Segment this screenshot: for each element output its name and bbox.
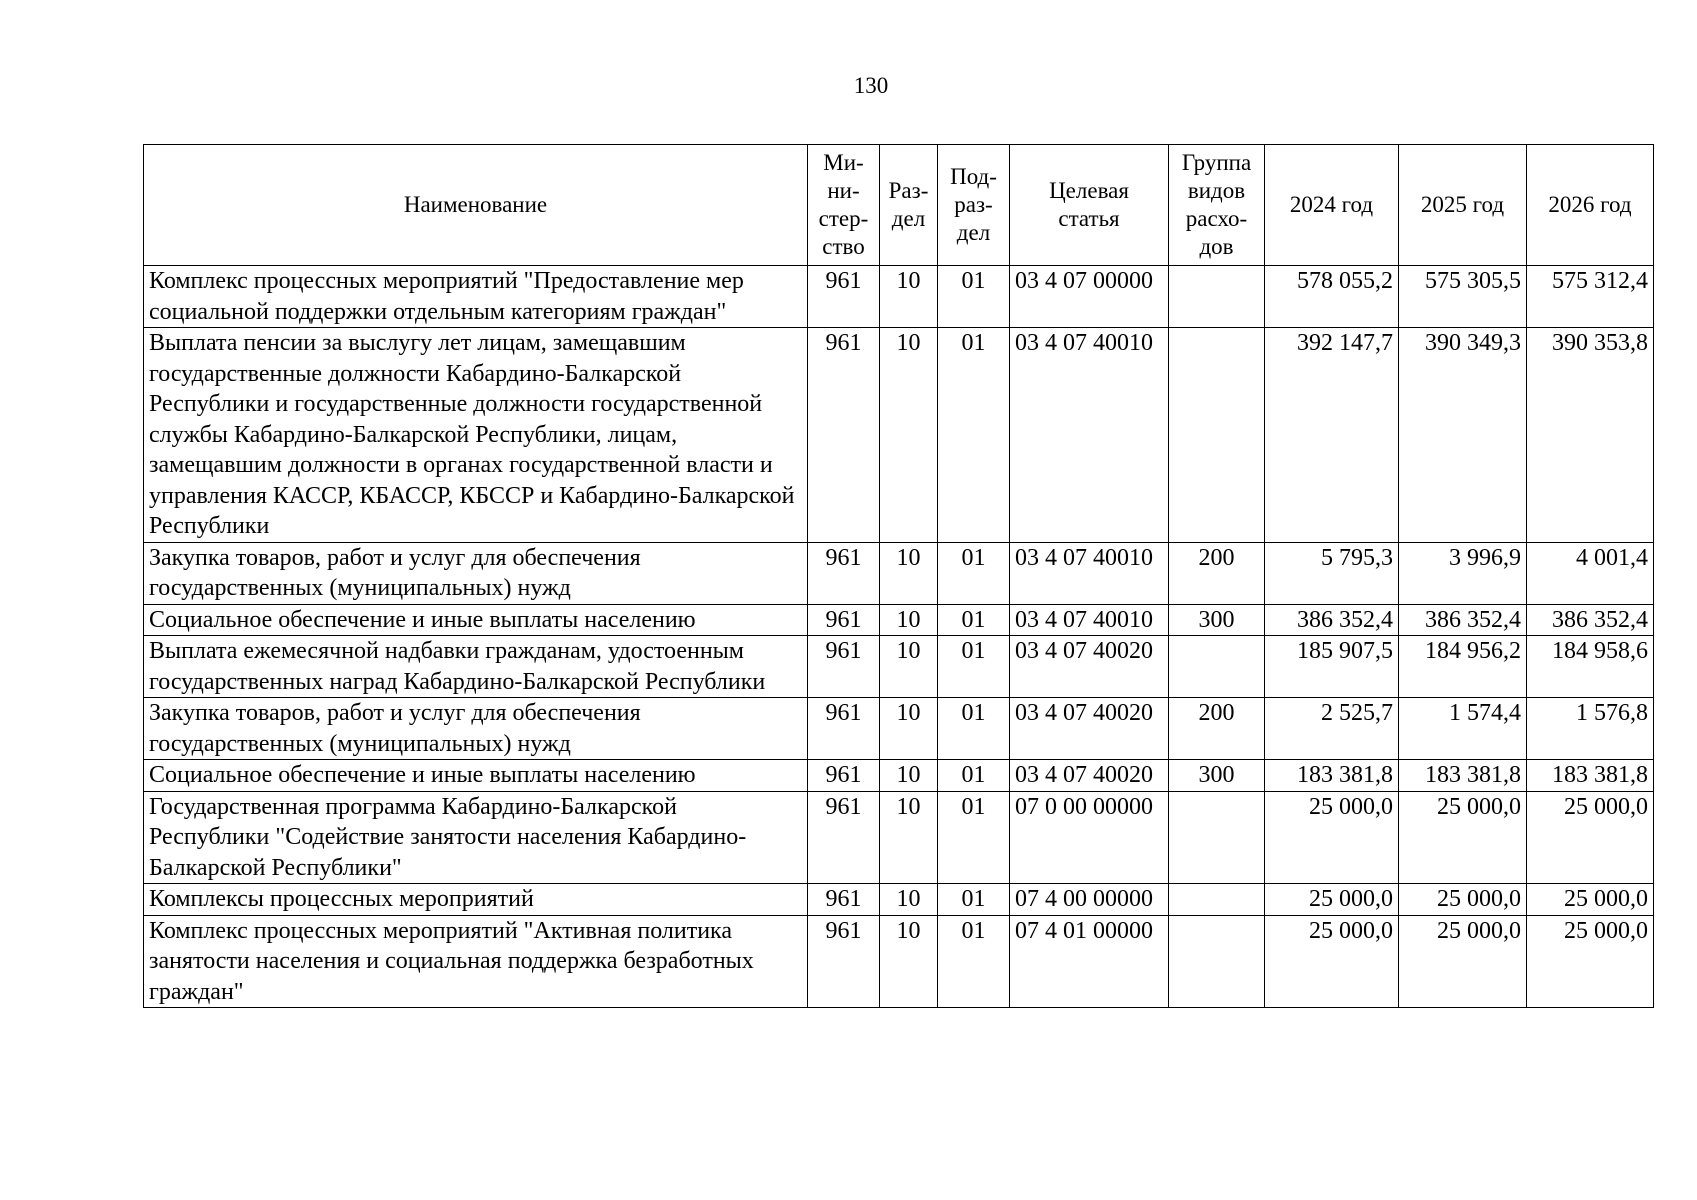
table-row: [144, 542, 1654, 604]
cell-2025: 575 305,5: [1399, 266, 1527, 328]
table-row: [144, 636, 1654, 698]
cell-ministry: 961: [808, 636, 880, 698]
header-year-2024: 2024 год: [1265, 145, 1399, 266]
cell-name: Закупка товаров, работ и услуг для обеспечения государственных (муниципальных) нужд: [144, 542, 808, 604]
table-row: [144, 760, 1654, 792]
cell-section: 10: [880, 266, 938, 328]
cell-section: 10: [880, 604, 938, 636]
cell-section: 10: [880, 791, 938, 884]
cell-subsection: 01: [938, 760, 1010, 792]
cell-subsection: 01: [938, 884, 1010, 916]
cell-2026: 575 312,4: [1527, 266, 1654, 328]
cell-2025: 390 349,3: [1399, 328, 1527, 543]
cell-2026: 4 001,4: [1527, 542, 1654, 604]
cell-2024: 25 000,0: [1265, 791, 1399, 884]
table-row: [144, 791, 1654, 884]
cell-subsection: 01: [938, 698, 1010, 760]
cell-name: Выплата пенсии за выслугу лет лицам, замещавшим государственные должности Кабардино-Балкарской Республики и государственные должности государственной службы Кабардино-Балкарской Республики, лицам, замещавшим должности в органах государственной власти и управления КАССР, КБАССР, КБССР и Кабардино-Балкарской Республики: [144, 328, 808, 543]
cell-2024: 183 381,8: [1265, 760, 1399, 792]
cell-name: Комплексы процессных мероприятий: [144, 884, 808, 916]
cell-ministry: 961: [808, 542, 880, 604]
header-target-line: Целевая: [1049, 178, 1129, 203]
cell-target: 07 0 00 00000: [1010, 791, 1169, 884]
cell-2025: 386 352,4: [1399, 604, 1527, 636]
cell-subsection: 01: [938, 328, 1010, 543]
cell-target: 03 4 07 40020: [1010, 636, 1169, 698]
cell-2024: 5 795,3: [1265, 542, 1399, 604]
header-row: [144, 145, 1654, 266]
cell-2024: 25 000,0: [1265, 884, 1399, 916]
header-ministry-line: ни-: [827, 178, 860, 203]
cell-2025: 3 996,9: [1399, 542, 1527, 604]
cell-2024: 185 907,5: [1265, 636, 1399, 698]
cell-group: 200: [1169, 542, 1265, 604]
budget-table: [143, 144, 1654, 1008]
cell-target: 07 4 00 00000: [1010, 884, 1169, 916]
table-row: [144, 884, 1654, 916]
cell-2025: 184 956,2: [1399, 636, 1527, 698]
table-body: [144, 266, 1654, 1008]
header-name: Наименование: [144, 145, 808, 266]
cell-group: 200: [1169, 698, 1265, 760]
cell-2025: 25 000,0: [1399, 884, 1527, 916]
cell-2024: 25 000,0: [1265, 915, 1399, 1008]
header-subsection: [938, 145, 1010, 266]
cell-section: 10: [880, 636, 938, 698]
header-section-line: Раз-: [888, 178, 929, 203]
cell-group: [1169, 636, 1265, 698]
header-group-line: видов: [1187, 178, 1246, 203]
cell-2026: 386 352,4: [1527, 604, 1654, 636]
cell-name: Социальное обеспечение и иные выплаты населению: [144, 604, 808, 636]
header-ministry-line: Ми-: [823, 150, 864, 175]
cell-group: [1169, 791, 1265, 884]
cell-group: [1169, 915, 1265, 1008]
header-target-line: статья: [1058, 206, 1120, 231]
cell-ministry: 961: [808, 604, 880, 636]
cell-subsection: 01: [938, 604, 1010, 636]
page-number: 130: [853, 73, 889, 98]
cell-name: Комплекс процессных мероприятий "Предоставление мер социальной поддержки отдельным категориям граждан": [144, 266, 808, 328]
cell-target: 03 4 07 00000: [1010, 266, 1169, 328]
cell-section: 10: [880, 542, 938, 604]
cell-ministry: 961: [808, 791, 880, 884]
table-row: [144, 266, 1654, 328]
cell-2026: 25 000,0: [1527, 791, 1654, 884]
cell-2024: 392 147,7: [1265, 328, 1399, 543]
cell-2026: 390 353,8: [1527, 328, 1654, 543]
cell-name: Выплата ежемесячной надбавки гражданам, удостоенным государственных наград Кабардино-Балкарской Республики: [144, 636, 808, 698]
cell-2026: 184 958,6: [1527, 636, 1654, 698]
header-section: [880, 145, 938, 266]
cell-group: [1169, 266, 1265, 328]
cell-section: 10: [880, 884, 938, 916]
header-year-2025: 2025 год: [1399, 145, 1527, 266]
table-row: [144, 698, 1654, 760]
cell-ministry: 961: [808, 698, 880, 760]
cell-2025: 183 381,8: [1399, 760, 1527, 792]
header-subsection-line: Под-: [950, 164, 997, 189]
cell-section: 10: [880, 698, 938, 760]
cell-name: Социальное обеспечение и иные выплаты населению: [144, 760, 808, 792]
header-year-2026: 2026 год: [1527, 145, 1654, 266]
cell-subsection: 01: [938, 266, 1010, 328]
cell-2025: 25 000,0: [1399, 915, 1527, 1008]
cell-target: 03 4 07 40010: [1010, 542, 1169, 604]
cell-section: 10: [880, 760, 938, 792]
cell-target: 03 4 07 40010: [1010, 328, 1169, 543]
cell-group: 300: [1169, 760, 1265, 792]
cell-subsection: 01: [938, 542, 1010, 604]
cell-group: [1169, 884, 1265, 916]
cell-2025: 1 574,4: [1399, 698, 1527, 760]
cell-2025: 25 000,0: [1399, 791, 1527, 884]
cell-ministry: 961: [808, 266, 880, 328]
cell-2026: 1 576,8: [1527, 698, 1654, 760]
header-group-line: расхо-: [1185, 206, 1248, 231]
cell-group: 300: [1169, 604, 1265, 636]
header-subsection-line: раз-: [954, 192, 993, 217]
cell-name: Государственная программа Кабардино-Балкарской Республики "Содействие занятости населения Кабардино-Балкарской Республики": [144, 791, 808, 884]
cell-target: 03 4 07 40020: [1010, 760, 1169, 792]
header-group: [1169, 145, 1265, 266]
cell-ministry: 961: [808, 760, 880, 792]
cell-2026: 25 000,0: [1527, 915, 1654, 1008]
cell-subsection: 01: [938, 791, 1010, 884]
header-ministry: [808, 145, 880, 266]
cell-ministry: 961: [808, 915, 880, 1008]
header-section-line: дел: [891, 206, 926, 231]
cell-2024: 578 055,2: [1265, 266, 1399, 328]
cell-2026: 25 000,0: [1527, 884, 1654, 916]
cell-2024: 386 352,4: [1265, 604, 1399, 636]
header-ministry-line: стер-: [818, 206, 869, 231]
cell-section: 10: [880, 915, 938, 1008]
table-row: [144, 915, 1654, 1008]
cell-name: Закупка товаров, работ и услуг для обеспечения государственных (муниципальных) нужд: [144, 698, 808, 760]
cell-subsection: 01: [938, 636, 1010, 698]
header-subsection-line: дел: [956, 220, 991, 245]
cell-2024: 2 525,7: [1265, 698, 1399, 760]
header-target: [1010, 145, 1169, 266]
cell-group: [1169, 328, 1265, 543]
header-ministry-line: ство: [822, 234, 865, 259]
cell-target: 03 4 07 40020: [1010, 698, 1169, 760]
cell-ministry: 961: [808, 884, 880, 916]
table-row: [144, 604, 1654, 636]
cell-name: Комплекс процессных мероприятий "Активная политика занятости населения и социальная поддержка безработных граждан": [144, 915, 808, 1008]
cell-subsection: 01: [938, 915, 1010, 1008]
cell-target: 03 4 07 40010: [1010, 604, 1169, 636]
cell-2026: 183 381,8: [1527, 760, 1654, 792]
cell-ministry: 961: [808, 328, 880, 543]
cell-section: 10: [880, 328, 938, 543]
cell-target: 07 4 01 00000: [1010, 915, 1169, 1008]
header-group-line: Группа: [1181, 150, 1252, 175]
header-group-line: дов: [1199, 234, 1234, 259]
table-row: [144, 328, 1654, 543]
